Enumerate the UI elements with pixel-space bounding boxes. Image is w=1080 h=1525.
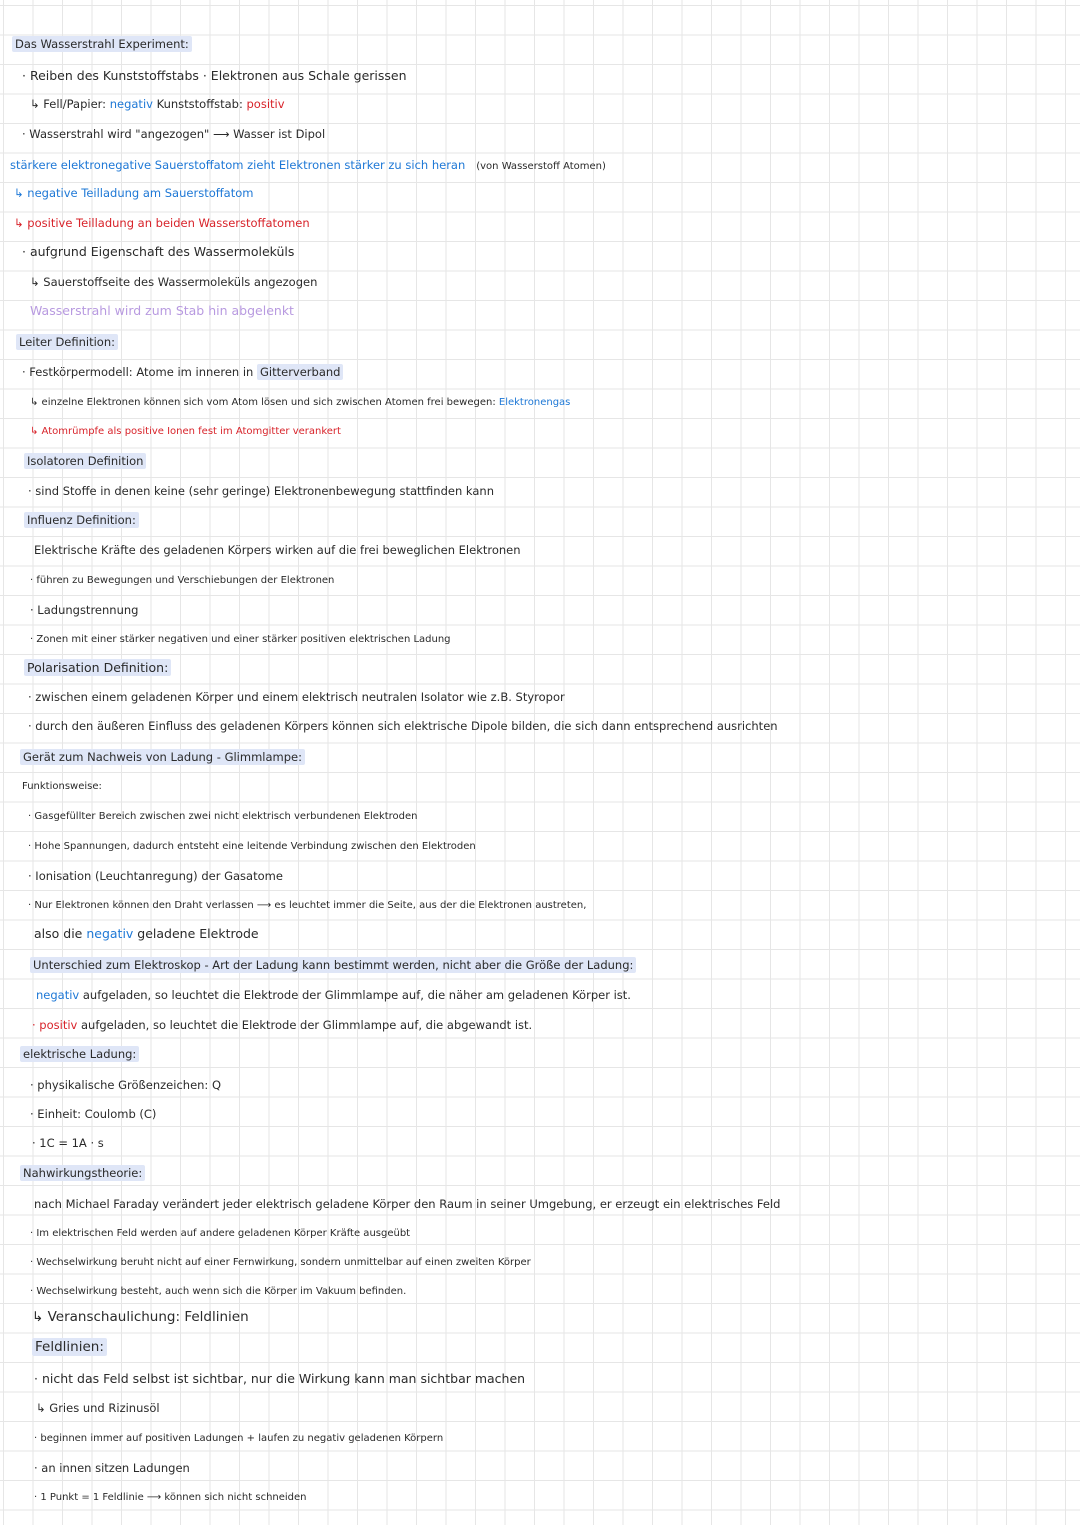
note-line: nach Michael Faraday verändert jeder elektrisch geladene Körper den Raum in seiner Umgebung, er erzeugt ein elektrisches Feld (34, 1197, 781, 1211)
note-line: ↳ Sauerstoffseite des Wassermoleküls angezogen (30, 275, 318, 289)
note-line: · nicht das Feld selbst ist sichtbar, nur die Wirkung kann man sichtbar machen (34, 1371, 526, 1386)
note-line: · zwischen einem geladenen Körper und einem elektrisch neutralen Isolator wie z.B. Styropor (28, 690, 565, 704)
note-line: stärkere elektronegative Sauerstoffatom zieht Elektronen stärker zu sich heran (von Wasserstoff Atomen) (10, 158, 606, 172)
note-line: · Hohe Spannungen, dadurch entsteht eine leitende Verbindung zwischen den Elektroden (28, 841, 476, 852)
note-line: · 1 Punkt = 1 Feldlinie ⟶ können sich nicht schneiden (34, 1492, 307, 1503)
note-line: · aufgrund Eigenschaft des Wassermoleküls (22, 244, 295, 259)
note-line: · physikalische Größenzeichen: Q (30, 1078, 222, 1092)
note-line: ↳ Atomrümpfe als positive Ionen fest im Atomgitter verankert (30, 426, 341, 437)
section-title-ladung: elektrische Ladung: (20, 1049, 139, 1061)
note-line: · positiv aufgeladen, so leuchtet die Elektrode der Glimmlampe auf, die abgewandt ist. (32, 1018, 533, 1032)
note-line: · Wasserstrahl wird "angezogen" ⟶ Wasser ist Dipol (22, 127, 326, 141)
note-line: · Im elektrischen Feld werden auf andere geladenen Körper Kräfte ausgeübt (30, 1228, 411, 1239)
note-line: Unterschied zum Elektroskop - Art der Ladung kann bestimmt werden, nicht aber die Größe der Ladung: (30, 960, 636, 972)
note-line: · an innen sitzen Ladungen (34, 1461, 190, 1475)
note-line: ↳ Gries und Rizinusöl (36, 1401, 160, 1415)
note-line: · Ionisation (Leuchtanregung) der Gasatome (28, 869, 283, 883)
note-line: · beginnen immer auf positiven Ladungen + laufen zu negativ geladenen Körpern (34, 1433, 444, 1444)
note-line: ↳ Fell/Papier: negativ Kunststoffstab: positiv (30, 97, 285, 111)
note-line: · sind Stoffe in denen keine (sehr geringe) Elektronenbewegung stattfinden kann (28, 484, 494, 498)
note-line: · Reiben des Kunststoffstabs · Elektronen aus Schale gerissen (22, 68, 407, 83)
note-line: · Festkörpermodell: Atome im inneren in Gitterverband (22, 367, 343, 379)
note-line: Wasserstrahl wird zum Stab hin abgelenkt (30, 303, 294, 318)
note-line: · Einheit: Coulomb (C) (30, 1107, 157, 1121)
note-line: · Gasgefüllter Bereich zwischen zwei nicht elektrisch verbundenen Elektroden (28, 811, 418, 822)
section-title-wasserstrahl: Das Wasserstrahl Experiment: (12, 39, 192, 51)
section-title-nahwirkung: Nahwirkungstheorie: (20, 1168, 145, 1180)
note-line: · Wechselwirkung besteht, auch wenn sich die Körper im Vakuum befinden. (30, 1286, 407, 1297)
section-title-polarisation: Polarisation Definition: (24, 662, 171, 675)
section-title-influenz: Influenz Definition: (24, 515, 139, 527)
section-title-leiter: Leiter Definition: (16, 337, 118, 349)
note-line: · durch den äußeren Einfluss des geladenen Körpers können sich elektrische Dipole bilden, die sich dann entsprechend ausrichten (28, 719, 778, 733)
note-line: · Zonen mit einer stärker negativen und einer stärker positiven elektrischen Ladung (30, 634, 451, 645)
note-line: negativ aufgeladen, so leuchtet die Elektrode der Glimmlampe auf, die näher am geladenen Körper ist. (36, 988, 631, 1002)
note-line: ↳ einzelne Elektronen können sich vom Atom lösen und sich zwischen Atomen frei bewegen: Elektronengas (30, 397, 571, 408)
note-line: · Ladungstrennung (30, 603, 139, 617)
section-title-isolatoren: Isolatoren Definition (24, 456, 146, 468)
note-line: · führen zu Bewegungen und Verschiebungen der Elektronen (30, 575, 335, 586)
note-line: ↳ positive Teilladung an beiden Wasserstoffatomen (14, 216, 310, 230)
subsection-title: Funktionsweise: (22, 781, 102, 792)
note-line: Elektrische Kräfte des geladenen Körpers wirken auf die frei beweglichen Elektronen (34, 543, 521, 557)
note-line: · 1C = 1A · s (32, 1136, 104, 1150)
section-title-glimmlampe: Gerät zum Nachweis von Ladung - Glimmlampe: (20, 752, 305, 764)
note-line: also die negativ geladene Elektrode (34, 926, 259, 941)
note-line: · Nur Elektronen können den Draht verlassen ⟶ es leuchtet immer die Seite, aus der die Elektronen austreten, (28, 900, 587, 911)
note-line: · Wechselwirkung beruht nicht auf einer Fernwirkung, sondern unmittelbar auf einen zweiten Körper (30, 1257, 531, 1268)
section-title-feldlinien: Feldlinien: (32, 1341, 107, 1355)
note-line: ↳ Veranschaulichung: Feldlinien (32, 1309, 249, 1325)
note-line: ↳ negative Teilladung am Sauerstoffatom (14, 186, 254, 200)
